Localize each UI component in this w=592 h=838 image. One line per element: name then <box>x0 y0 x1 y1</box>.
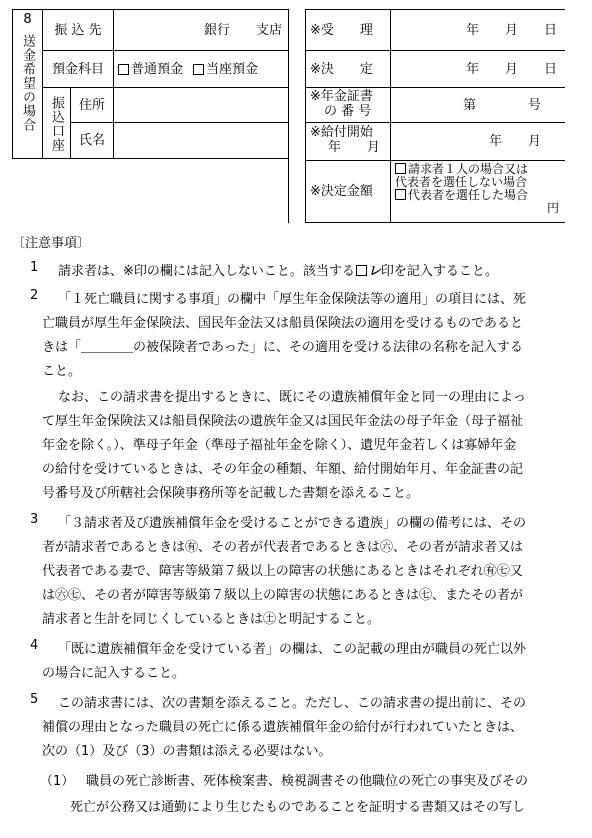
notes-heading: 〔注意事項〕 <box>12 236 91 251</box>
section-number: 8 <box>23 12 32 27</box>
pension-cert-label <box>310 89 388 119</box>
pension-cert-label-2: の 番 号 <box>324 104 372 119</box>
note-4-line-2: の場合に記入すること。 <box>42 666 186 681</box>
note-1-text-after: 印を記入すること。 <box>380 264 498 279</box>
account-type-options <box>118 51 288 87</box>
note-2b-line-1: なお、この請求書を提出するときに、既にその遺族補償年金と同一の理由によっ <box>58 390 527 405</box>
benefit-start-label-1: ※給付開始 <box>310 125 373 140</box>
amount-option-1-line1: 請求者１人の場合又は <box>408 162 529 176</box>
note-3-line-1: 「３請求者及び遺族補償年金を受けることができる遺族」の欄の備考には、その <box>58 516 527 531</box>
note-4-line-1: 「既に遺族補償年金を受けている者」の欄は、この記載の理由が職員の死亡以外 <box>58 642 527 657</box>
bank-field[interactable]: 銀行 支店 <box>203 22 282 38</box>
benefit-start-label <box>310 125 388 155</box>
note-3-line-3: 代表者である妻で、障害等級第７級以上の障害の状態にあるときはそれぞれ㊒㊆又 <box>42 564 523 579</box>
transfer-account-label: 振込口座 <box>49 96 64 152</box>
pension-cert-label-1: ※年金証書 <box>310 89 373 104</box>
amount-option-1-checkbox[interactable] <box>395 163 406 174</box>
note-3-line-4: は㊅㊆、その者が障害等級第７級以上の障害の状態にあるときは㊆、またその者が <box>42 588 524 603</box>
benefit-start-label-2: 年 月 <box>328 140 381 155</box>
amount-option-2-checkbox[interactable] <box>395 189 406 200</box>
note-1-text-before: 請求者は、※印の欄には記入しないこと。該当する <box>58 264 355 279</box>
note-1 <box>58 260 498 279</box>
check-mark-icon: レ <box>367 264 381 279</box>
note-5-line-2: 補償の理由となった職員の死亡に係る遺族補償年金の給付が行われていたときは、 <box>42 720 524 735</box>
note-4-number: 4 <box>30 638 39 653</box>
amount-option-2: 代表者を選任した場合 <box>408 188 529 202</box>
note-1-number: 1 <box>30 260 39 275</box>
note-3-line-5: 請求者と生計を同じくしているときは㊏と明記すること。 <box>42 612 381 627</box>
note-5-1-number: （1） <box>40 774 75 789</box>
note-2-number: 2 <box>30 288 39 303</box>
receipt-date: 年 月 日 <box>465 22 557 38</box>
note-2-line-2: 亡職員が厚生年金保険法、国民年金法又は船員保険法の適用を受けるものであると <box>42 316 524 331</box>
note-2b-line-2: て厚生年金保険法又は船員保険法の遺族年金又は国民年金法の母子年金（母子福祉 <box>42 414 524 429</box>
decision-amount-options <box>395 163 563 215</box>
note-5-line-1: この請求書には、次の書類を添えること。ただし、この請求書の提出前に、その <box>58 696 527 711</box>
note-5-line-3: 次の（1）及び（3）の書類は添える必要はない。 <box>42 744 332 759</box>
note-2-line-1: 「１死亡職員に関する事項」の欄中「厚生年金保険法等の適用」の項目には、死 <box>58 292 527 307</box>
current-deposit-checkbox[interactable] <box>193 64 204 75</box>
address-field[interactable] <box>114 88 288 122</box>
ordinary-deposit-label: 普通預金 <box>131 61 184 77</box>
note-2b-line-4: の給付を受けているときは、その年金の種類、年額、給付開始年月、年金証書の記 <box>42 462 524 477</box>
receipt-label: ※受 理 <box>310 22 373 38</box>
benefit-start-value: 年 月 <box>488 134 541 149</box>
note-2b-line-5: 号番号及び所轄社会保険事務所等を記載した書類を添えること。 <box>42 486 420 501</box>
address-label: 住所 <box>78 97 105 113</box>
amount-unit: 円 <box>546 201 559 215</box>
name-field[interactable] <box>114 123 288 158</box>
note-5-1-line-2: 死亡が公務又は通勤により生じたものであることを証明する書類又はその写し <box>70 800 526 815</box>
decision-date: 年 月 日 <box>465 61 557 77</box>
ordinary-deposit-checkbox[interactable] <box>118 64 129 75</box>
note-3-number: 3 <box>30 512 39 527</box>
decision-label: ※決 定 <box>310 61 373 77</box>
bank-label: 振 込 先 <box>54 22 102 38</box>
note-2-line-3: きは「＿＿＿＿の被保険者であった」に、その適用を受ける法律の名称を記入する <box>42 340 523 355</box>
note-5-number: 5 <box>30 692 39 707</box>
checkbox-icon <box>356 265 367 276</box>
name-label: 氏名 <box>78 133 105 148</box>
note-2b-line-3: 年金を除く。）、準母子年金（準母子福祉年金を除く）、遺児年金若しくは寡婦年金 <box>42 438 517 453</box>
amount-option-1-line2: 代表者を選任しない場合 <box>395 175 528 189</box>
note-2-line-4: こと。 <box>42 364 82 379</box>
note-5-1-line-1: 職員の死亡診断書、死体検案書、検視調書その他職位の死亡の事実及びその <box>86 774 529 789</box>
note-3-line-2: 者が請求者であるときは㊒、その者が代表者であるときは㊅、その者が請求者又は <box>42 540 524 555</box>
decision-amount-label: ※決定金額 <box>310 184 373 199</box>
account-type-label: 預金科目 <box>51 61 104 77</box>
current-deposit-label: 当座預金 <box>206 61 259 77</box>
pension-cert-number: 第 号 <box>462 97 541 113</box>
section-title: 送金希望の場合 <box>20 34 35 132</box>
